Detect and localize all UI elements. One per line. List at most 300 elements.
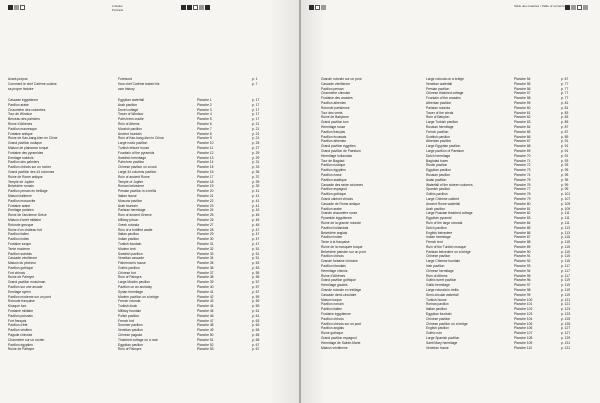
english-title: Greek rotunda [118,222,140,227]
french-title: Pavillon gothique [8,265,34,270]
french-title: Pavillon italien [8,232,30,237]
english-title: Military prison [118,217,139,222]
english-title: Ruin of Athens [118,121,140,126]
french-title: Maison turque [321,297,342,302]
page-number: p. 47 [252,241,260,246]
english-title: Athenian pavilion [426,100,452,105]
french-title: Comment le chef Carême cuisine [8,81,57,86]
plate-number: Planche 96 [514,278,531,283]
plate-number: Planche 56 [514,86,531,91]
page-number: p. 111 [561,211,570,216]
page-number: p. 121 [561,297,571,302]
plate-number: Planche 75 [514,177,531,182]
toc-row [321,346,591,351]
plate-number: Planche 29 [197,232,214,237]
page-number: p. 91 [561,153,569,158]
english-title: Large Russian thatched cottage [426,211,473,216]
french-title: Pavillon chinois [321,316,344,321]
plate-number: Planche 2 [197,102,212,107]
english-title: Venetian house [426,345,449,350]
page-number: p. 115 [561,235,570,240]
english-title: Fisherman's house [118,261,146,266]
english-title: Roman belvedere [118,184,145,189]
french-title: Pavillon anglais [321,326,344,331]
french-title: Ruine de la mosquée turque [321,244,363,249]
page-number: p. 27 [252,145,260,150]
plate-number: Planche 88 [514,240,531,245]
plate-number: Planche 76 [514,182,531,187]
french-title: Pavillon indien [8,237,30,242]
french-title: Rotonde grecque [8,222,34,227]
right-page [301,0,600,403]
french-title: Belvédère anglais [321,230,348,235]
french-title: Pavillon moderne sur un pont [8,294,51,299]
plate-number: Planche 65 [514,129,531,134]
english-title: French fort [118,318,134,323]
french-title: Fontaine des arcades [321,96,353,101]
french-title: Grand pavillon égyptien [321,144,356,149]
english-title: Arab pavilion [118,102,138,107]
english-title: Ruin of a fortified castle [118,227,153,232]
page-number: p. 93 [561,163,569,168]
french-title: Grand pavillon turc [321,120,349,125]
english-title: Italian pavilion [426,307,447,312]
plate-number: Planche 6 [197,121,212,126]
page-number: p. 115 [561,240,570,245]
plate-number: Planche 73 [514,168,531,173]
french-title: Pavillon mauresque [8,126,37,131]
french-title: Ermitage parisien [8,208,34,213]
english-title: Parisian hermitage [118,208,146,213]
running-head-line: L'Atelier [112,4,123,8]
english-title: Waterfall of the sixteen columns [426,182,473,187]
plate-number: Planche 58 [514,96,531,101]
english-title: Chinese hermitage [426,268,454,273]
plate-number: Planche 67 [514,139,531,144]
page-number: p. 95 [561,172,569,177]
french-title: Pavillon irlandais [321,264,346,269]
swatch-black [187,5,192,10]
plate-number: Planche 25 [197,213,214,218]
plate-number: Planche 110 [514,345,533,350]
english-title: Turkish leisure house [118,145,150,150]
page-number: p. 129 [561,336,571,341]
page-number: p. 85 [561,120,569,125]
page-number: p. 125 [561,321,571,326]
french-title: Pavillon polonais [8,313,33,318]
english-title: Gallic hermitage [426,283,450,288]
plate-number: Planche 46 [197,313,214,318]
plate-number: Planche 66 [514,134,531,139]
page-number: p. 77 [561,91,569,96]
plate-number: Planche 20 [197,189,214,194]
plate-number: Planche 30 [197,237,214,242]
page-number: p. 123 [561,312,571,317]
english-title: Gothic pavilion [118,265,140,270]
french-title: sa propre histoire [8,86,34,91]
english-title: Thatched cottage on a rock [118,337,158,342]
french-title: Ruine de Palmyre [8,347,35,352]
left-page [0,0,299,403]
page-number: p. 17 [252,117,260,122]
english-title: Large rustic pavilion [118,141,148,146]
plate-number: Planche 17 [197,174,214,179]
plate-number: Planche 84 [514,220,531,225]
page-number: p. 41 [252,198,260,203]
english-title: Modern pavilion on a bridge [118,294,159,299]
plate-number: Planche 9 [197,136,212,141]
plate-number: Planche 18 [197,179,214,184]
page-number: p. 95 [561,168,569,173]
intro-section [8,77,268,91]
french-title: Hermitage chinois [321,268,348,273]
french-title: Tour de Windsor [8,112,33,117]
page-number: p. 115 [561,244,570,249]
page-number: p. 131 [561,345,571,350]
plate-number: Planche 38 [197,275,214,280]
page-number: p. 51 [252,246,260,251]
plate-number: Planche 106 [514,326,533,331]
english-title: Spanish pavilion [426,187,451,192]
plate-number: Planche 86 [514,230,531,235]
french-title: Hermitage gaulois [321,283,348,288]
french-title: Pavillon d'été [8,323,28,328]
english-title: Athenian pavilion [426,139,452,144]
english-title: Large Egyptian pavilion [426,144,461,149]
french-title: Grande rotonde sur un pont [321,77,362,81]
english-title: Chinese pagoda [118,333,143,338]
english-title: Roman pavilion [426,302,449,307]
page-number: p. 117 [561,268,570,273]
page-number: p. 89 [561,134,569,139]
page-number: p. 31 [252,160,260,165]
page-number: p. 93 [561,158,569,163]
french-title: Fontaine égyptienne [321,312,351,317]
english-title: Ruin of Palmyre [118,347,142,352]
page-number: p. 87 [561,129,569,134]
english-title: Egyptian waterfall [118,98,145,102]
french-title: Pavillon russe [321,172,342,177]
french-title: Ruine gothique [321,331,344,336]
left-running-head [112,5,123,12]
plate-number: Planche 63 [514,120,531,125]
page-number: p. 77 [561,96,569,101]
english-title: Baghdad tower [426,158,449,163]
plate-number: Planche 55 [514,81,531,86]
page-number: p. 127 [561,326,571,331]
english-title: Summer pavilion [118,323,143,328]
french-title: Grand pavillon espagnol [321,336,357,341]
plate-number: Planche 16 [197,169,214,174]
english-title: French tent [426,240,443,245]
french-title: Hermitage russe [321,124,346,129]
page-number: p. 45 [252,222,260,227]
plate-number: Planche 62 [514,115,531,120]
english-title: Swedish pavilion [118,251,143,256]
plate-number: Planche 85 [514,225,531,230]
french-title: Avant-propos [8,77,28,81]
french-title: Pavillon persan [321,86,344,91]
page-number: p. 95 [561,177,569,182]
english-title: Rustic pavilion [426,163,448,168]
french-title: Cascade des seize colonnes [321,182,363,187]
french-title: Maison d'arrêt militaire [8,217,42,222]
english-title: Dovel cottage [118,107,139,112]
plate-number: Planche 8 [197,131,212,136]
french-title: Grand pavillon gothique [321,278,356,283]
page-number: p. 65 [252,337,260,342]
plate-number: Planche 12 [197,150,214,155]
french-title: Fontaine des pyramides [8,150,44,155]
page-number: p. 51 [252,256,260,261]
french-title: Pavillon sur une arcade [8,285,43,290]
page-number: p. 115 [561,249,570,254]
page-number: p. 17 [252,98,260,102]
french-title: Maison vénitienne [321,345,348,350]
page-number: p. 119 [561,278,570,283]
french-title: Cascade vénitienne [8,256,37,261]
plate-number: Planche 99 [514,292,531,297]
french-title: Fort français [8,318,27,323]
plate-number: Planche 77 [514,187,531,192]
plate-number: Planche 24 [197,208,214,213]
english-title: Ruin of Babylon [426,115,450,120]
french-title: Ruine de Babylone [321,115,349,120]
swatch-grey [571,5,576,10]
french-title: Cascade vénitienne [321,81,350,86]
swatch-white [315,5,320,10]
french-title: Rotonde parisienne [321,105,350,110]
page-number: p. 17 [252,107,260,112]
page-number: p. 63 [252,318,260,323]
plate-number: Planche 108 [514,336,533,341]
plate-number: Planche 49 [197,328,214,333]
page-number: p. 65 [252,333,260,338]
french-title: Ermitage suédois [8,155,34,160]
page-number: p. 47 [252,237,260,242]
french-title: Pavillon arabe [8,102,29,107]
english-title: Large pavilion of Paestum [426,148,465,153]
english-title: English belvedere [426,230,453,235]
page-number: p. 25 [252,141,260,146]
page-number: p. 59 [252,299,260,304]
french-title: Pavillon hollandais [321,225,349,230]
plate-number: Planche 37 [197,270,214,275]
page-number: p. 113 [561,230,570,235]
page-number: p. 123 [561,307,571,312]
page-number: p. 47 [252,227,260,232]
french-title: Pavillon athénien [321,139,347,144]
plate-number: Planche 61 [514,110,531,115]
english-title: Irish pavilion [426,264,445,269]
page-number: p. 61 [252,309,260,314]
plate-number: Planche 101 [514,302,533,307]
english-title: Parisian belvedere on a bridge [426,249,471,254]
english-title: Asian pavilion [426,177,447,182]
english-title: Persian pavilion in a trellis [118,189,157,194]
english-title: Military fountain [118,309,142,314]
page-number: p. 33 [252,165,260,170]
plate-number: Planche 1 [197,98,212,102]
page-number: p. 81 [561,105,569,110]
page-number: p. 41 [252,203,260,208]
page-number: p. 21 [252,136,260,141]
french-title: Ruine de Kan-kang-kien en Chine [8,136,58,141]
english-title: Saint Mary hermitage [426,340,458,345]
plate-number: Planche 23 [197,203,214,208]
english-title: Russian hermitage [426,124,454,129]
plate-number: Planche 39 [197,280,214,285]
page-number: p. 99 [561,182,569,187]
plate-number: Planche 50 [197,333,214,338]
english-title: Ruin of the Turkish mosque [426,244,467,249]
english-title: Italian house [118,193,137,198]
page-number: p. 51 [252,251,260,256]
english-title: Gothic pavilion [426,192,448,197]
color-swatches-left-2 [181,5,210,10]
plate-number: Planche 81 [514,206,531,211]
plate-number: Planche 40 [197,285,214,290]
french-title: Pavillon égyptien [8,342,33,347]
english-title: Turkish kiosk [118,304,138,309]
french-title: Belvédère romain [8,184,34,189]
color-swatches-right [309,5,326,10]
english-title: Gothic ruin [426,331,442,336]
page-number: p. 21 [252,126,260,131]
page-number: p. 59 [252,304,260,309]
plate-number: Planche 53 [197,347,214,352]
plate-number: Planche 72 [514,163,531,168]
plate-number: Planche 13 [197,155,214,160]
page-number: p. 99 [561,187,569,192]
english-title: Ruin of ancient Rome [118,174,150,179]
page-number: p. 131 [561,340,571,345]
page-number: p. 43 [252,208,260,213]
english-title: Ruin of Athens [426,273,448,278]
plate-number: Planche 31 [197,241,214,246]
french-title: Tour des vents [321,110,343,115]
swatch-grey [199,5,204,10]
plate-number: Planche 105 [514,321,533,326]
page-number: p. 119 [561,288,570,293]
french-title: Pavillon asiatique [321,177,347,182]
plate-number: Planche 79 [514,196,531,201]
page-number: p. 17 [252,102,260,107]
french-title: Pavillon égyptien [321,168,346,173]
plate-number: Planche 83 [514,216,531,221]
plate-number: Planche 59 [514,100,531,105]
french-title: Ruine d'Athènes [8,121,33,126]
plate-number: Planche 19 [197,184,214,189]
plate-number: Planche 54 [514,77,531,81]
english-title: Ruin of ancient Greece [118,213,152,218]
french-title: Maison de plaisance turque [8,145,49,150]
plate-number: Planche 32 [197,246,214,251]
english-title: Persian pavilion [426,86,450,91]
swatch-grey [321,5,326,10]
french-title: Ruine de la grande rotonde [321,220,361,225]
page-number: p. 119 [561,283,570,288]
english-title: Ruin of Palmyra [118,275,142,280]
swatch-white [193,5,198,10]
english-title: Large Chinese fountain [426,259,461,264]
plate-number: Planche 90 [514,249,531,254]
french-title: Temple de Jupiter [8,179,35,184]
plate-number: Planche 107 [514,331,533,336]
french-title: Grande rotonde en treillage [321,288,362,293]
plate-number: Planche 89 [514,244,531,249]
plate-number: Planche 109 [514,340,533,345]
plate-number: Planche 47 [197,318,214,323]
page-number: p. 125 [561,316,571,321]
english-title: Large rotunda on a bridge [426,77,464,81]
english-title: Chinese fort [118,270,136,275]
french-title: Ruine d'Athènes [321,273,346,278]
english-title: Indian pavilion [118,237,140,242]
french-title: Pavillon romain [321,302,344,307]
plate-number: Planche 102 [514,307,533,312]
english-title: Tower of the winds [426,110,454,115]
french-title: Chaumière chinoise [321,91,351,96]
page-number: p. 101 [561,192,571,197]
swatch-grey [583,5,588,10]
page-number: p. 77 [561,86,569,91]
french-title: Grande chaumière russe [321,211,358,216]
plate-number: Planche 80 [514,201,531,206]
swatch-black [565,5,570,10]
page-number: p. 107 [561,196,571,201]
toc-list-left [8,98,278,352]
french-title: Tour de Bagdad [321,158,345,163]
swatch-white [20,5,25,10]
plate-number: Planche 64 [514,124,531,129]
color-swatches-left [8,5,25,10]
color-swatches-right-2 [565,5,588,10]
english-title: Egyptian pavilion [426,168,451,173]
plate-number: Planche 71 [514,158,531,163]
french-title: Ruine de Palmyre [8,275,35,280]
page-number: p. 115 [561,259,570,264]
page-number: p. 119 [561,292,570,297]
english-title: Dutch hermitage [426,153,451,158]
english-title: Chinese pavilion [426,316,451,321]
english-title: Moscow pavilion [118,198,143,203]
french-title: Grand pavillon des 44 colonnes [8,169,55,174]
page-number: p. 7 [252,81,258,86]
swatch-black [205,5,210,10]
plate-number: Planche 27 [197,222,214,227]
french-title: Pavillon gothique [321,192,347,197]
english-title: Arab pavilion [426,206,446,211]
page-number: p. 113 [561,225,570,230]
plate-number: Planche 93 [514,264,531,269]
english-title: Turkish fountain [118,241,142,246]
plate-number: Planche 97 [514,283,531,288]
english-title: Large rotunda in trellis [426,288,459,293]
french-title: Hermitage de Sainte-Marie [321,340,361,345]
page-number: p. 53 [252,265,260,270]
english-title: Large Spanish pavilion [426,336,460,341]
french-title: Pavillon athénien [321,100,347,105]
english-title: Modern tent [118,246,136,251]
english-title: Ancient Rome waterfall [426,201,460,206]
french-title: Pavillon italien [321,307,343,312]
plate-number: Planche 44 [197,304,214,309]
french-title: Maison du pêcheur [8,261,37,266]
english-title: Swedish hermitage [118,155,147,160]
page-number: p. 87 [561,124,569,129]
english-title: Large 44 columns pavilion [118,169,157,174]
